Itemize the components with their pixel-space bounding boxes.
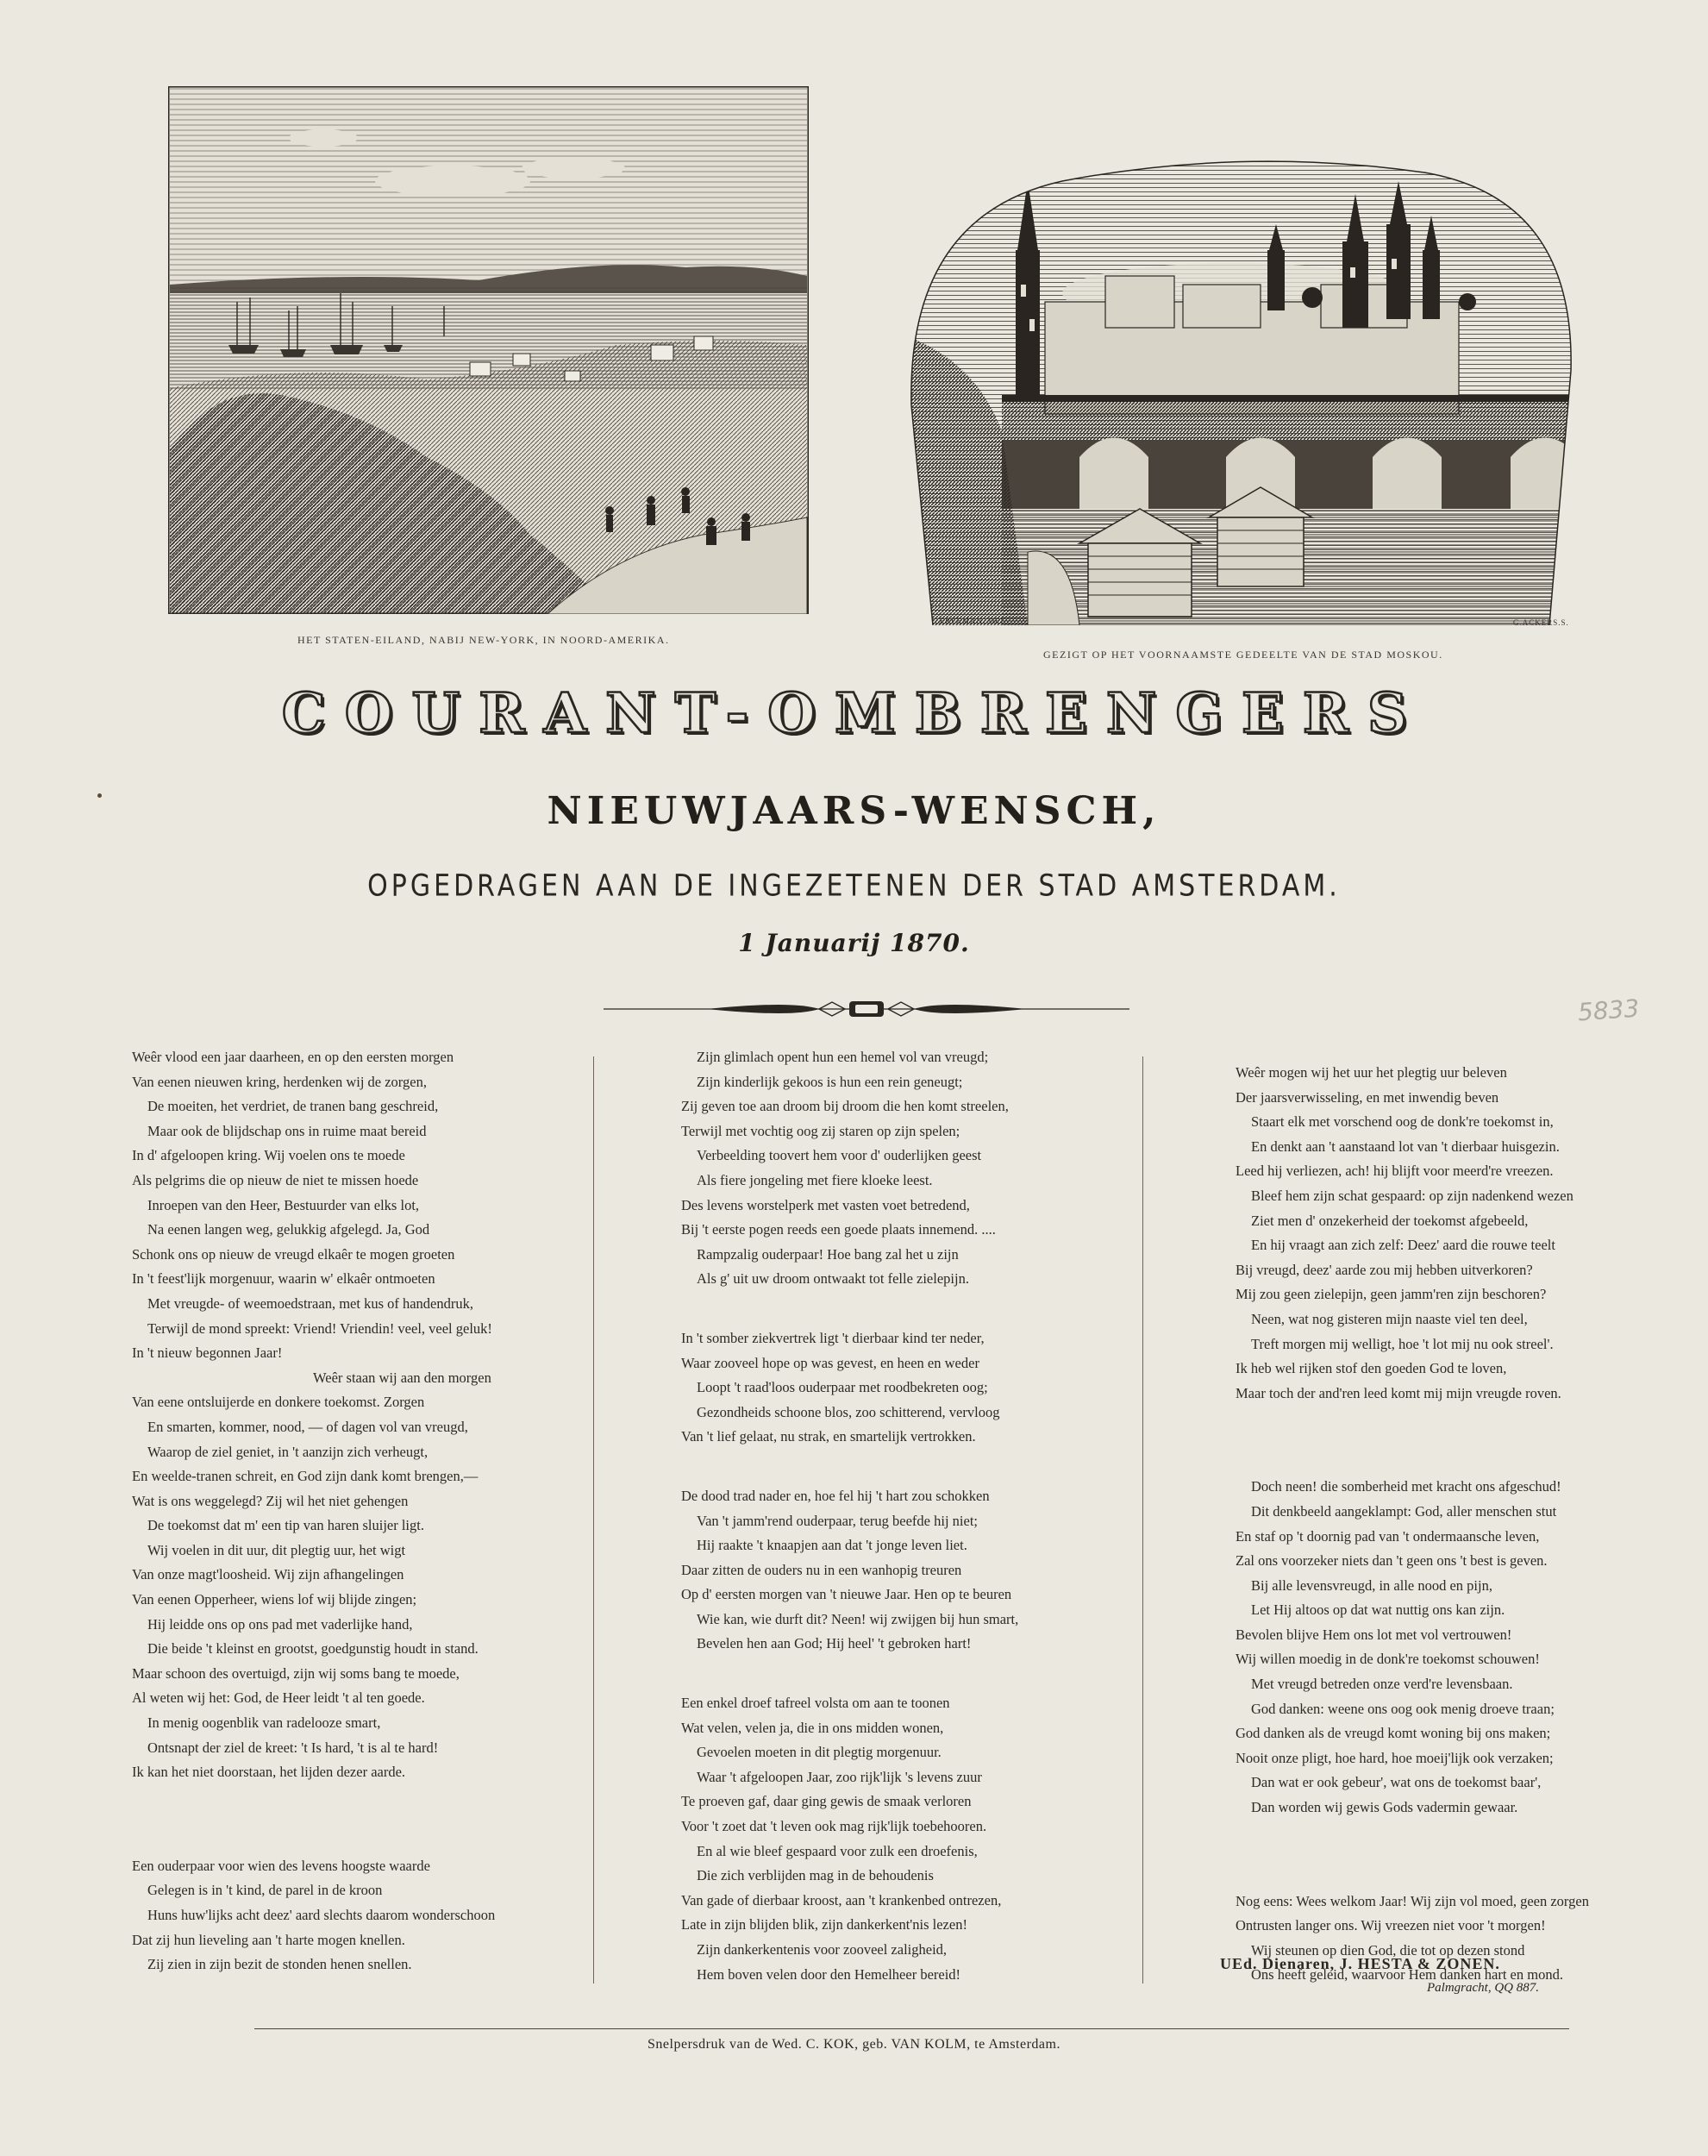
- caption-right: GEZIGT OP HET VOORNAAMSTE GEDEELTE VAN DE STAD MOSKOU.: [1043, 649, 1443, 661]
- poem-line: [1236, 1440, 1589, 1475]
- poem-line: Inroepen van den Heer, Bestuurder van elks lot,: [147, 1196, 420, 1213]
- title-dedication: OPGEDRAGEN AAN DE INGEZETENEN DER STAD AMSTERDAM.: [367, 868, 1341, 904]
- poem-line: Zijn glimlach opent hun een hemel vol van vreugd;: [697, 1049, 989, 1065]
- footer-rule: [254, 2028, 1569, 2029]
- poem-line: Hij leidde ons op ons pad met vaderlijke hand,: [147, 1615, 413, 1633]
- poem-line: [681, 1292, 1018, 1326]
- poem-line: Gevoelen moeten in dit plegtig morgenuur.: [697, 1744, 942, 1761]
- poem-line: In d' afgeloopen kring. Wij voelen ons te moede: [132, 1147, 405, 1164]
- engraving-staten-island: [168, 86, 809, 614]
- poem-column-right: [1236, 1061, 1589, 1988]
- poem-line: Die zich verblijden mag in de behoudenis: [697, 1867, 934, 1884]
- poem-line: Voor 't zoet dat 't leven ook mag rijk'lijk toebehooren.: [681, 1818, 987, 1835]
- poem-line: Huns huw'lijks acht deez' aard slechts daarom wonderschoon: [147, 1907, 496, 1923]
- poem-line: Nooit onze pligt, hoe hard, hoe moeij'lijk ook verzaken;: [1236, 1749, 1554, 1766]
- poem-line: Zij zien in zijn bezit de stonden henen snellen.: [147, 1956, 412, 1973]
- poem-line: De moeiten, het verdriet, de tranen bang geschreid,: [147, 1098, 439, 1115]
- poem-line: Een enkel droef tafreel volsta om aan te toonen: [681, 1695, 950, 1712]
- poem-line: Leed hij verliezen, ach! hij blijft voor meerd're vreezen.: [1236, 1163, 1554, 1180]
- poem-line: Terwijl de mond spreekt: Vriend! Vriendin! veel, veel geluk!: [147, 1319, 492, 1337]
- pencil-annotation: 5833: [1576, 993, 1641, 1027]
- poem-line: Maar ook de blijdschap ons in ruime maat bereid: [147, 1122, 427, 1139]
- poem-line: Ziet men d' onzekerheid der toekomst afgebeeld,: [1251, 1212, 1529, 1229]
- poem-line: Wij voelen in dit uur, dit plegtig uur, het wigt: [147, 1541, 406, 1558]
- poem-line: Zal ons voorzeker niets dan 't geen ons 't best is geven.: [1236, 1552, 1548, 1570]
- poem-line: Daar zitten de ouders nu in een wanhopig treuren: [681, 1561, 962, 1578]
- poem-line: [681, 1657, 1018, 1691]
- title-date: 1 Januarij 1870.: [738, 929, 970, 957]
- poem-line: [1236, 1855, 1589, 1890]
- poem-line: [132, 1785, 495, 1820]
- signature-address: Palmgracht, QQ 887.: [1427, 1981, 1539, 1995]
- poem-line: Weêr vlood een jaar daarheen, en op den eersten morgen: [132, 1049, 454, 1065]
- poem-line: Van 't lief gelaat, nu strak, en smartelijk vertrokken.: [681, 1428, 976, 1445]
- poem-line: Schonk ons op nieuw de vreugd elkaêr te mogen groeten: [132, 1245, 455, 1263]
- poem-line: Dit denkbeeld aangeklampt: God, aller menschen stut: [1251, 1502, 1557, 1520]
- poem-line: Ik kan het niet doorstaan, het lijden dezer aarde.: [132, 1764, 406, 1781]
- poem-column-left: [132, 1045, 495, 1977]
- poem-line: Bij vreugd, deez' aarde zou mij hebben uitverkoren?: [1236, 1261, 1533, 1278]
- poem-line: Bij alle levensvreugd, in alle nood en pijn,: [1251, 1576, 1492, 1594]
- title-main: COURANT-OMBRENGERS: [281, 681, 1427, 746]
- poem-line: Mij zou geen zielepijn, geen jamm'ren zijn beschoren?: [1236, 1286, 1547, 1303]
- poem-column-middle: [681, 1045, 1018, 1987]
- poem-line: Wij steunen op dien God, die tot op dezen stond: [1251, 1941, 1525, 1959]
- poem-line: [1236, 1406, 1589, 1440]
- poem-line: In 't somber ziekvertrek ligt 't dierbaar kind ter neder,: [681, 1329, 985, 1346]
- poem-line: Wat is ons weggelegd? Zij wil het niet gehengen: [132, 1492, 409, 1509]
- poem-line: Loopt 't raad'loos ouderpaar met roodbekreten oog;: [697, 1379, 988, 1396]
- poem-line: Bleef hem zijn schat gespaard: op zijn nadenkend wezen: [1251, 1187, 1573, 1204]
- poem-line: Neen, wat nog gisteren mijn naaste viel ten deel,: [1251, 1310, 1528, 1327]
- poem-line: In 't nieuw begonnen Jaar!: [132, 1344, 283, 1362]
- poem-line: Treft morgen mij welligt, hoe 't lot mij nu ook streel'.: [1251, 1335, 1554, 1352]
- poem-line: Bevelen hen aan God; Hij heel' 't gebroken hart!: [697, 1635, 972, 1652]
- poem-line: [681, 1450, 1018, 1484]
- poem-line: Wij willen moedig in de donk're toekomst schouwen!: [1236, 1651, 1540, 1668]
- engraving-moscow: [907, 147, 1575, 625]
- poem-line: Maar toch der and'ren leed komt mij mijn vreugde roven.: [1236, 1384, 1561, 1401]
- poem-line: Ontrusten langer ons. Wij vreezen niet voor 't morgen!: [1236, 1917, 1546, 1934]
- poem-line: Zij geven toe aan droom bij droom die hen komt streelen,: [681, 1098, 1009, 1115]
- poem-line: Waar zooveel hope op was gevest, en heen en weder: [681, 1354, 979, 1371]
- caption-left: HET STATEN-EILAND, NABIJ NEW-YORK, IN NOORD-AMERIKA.: [297, 634, 670, 646]
- poem-line: En hij vraagt aan zich zelf: Deez' aard die rouwe teelt: [1251, 1237, 1555, 1254]
- signature-publisher: UEd. Dienaren, J. HESTA & ZONEN.: [1220, 1955, 1500, 1972]
- poem-line: Ons heeft geleid, waarvoor Hem danken hart en mond.: [1251, 1966, 1563, 1984]
- title-sub: NIEUWJAARS-WENSCH,: [547, 789, 1161, 833]
- poem-line: Als g' uit uw droom ontwaakt tot felle zielepijn.: [697, 1270, 969, 1288]
- poem-line: Let Hij altoos op dat wat nuttig ons kan zijn.: [1251, 1601, 1505, 1619]
- poem-line: De dood trad nader en, hoe fel hij 't hart zou schokken: [681, 1487, 990, 1504]
- poem-line: Van onze magt'loosheid. Wij zijn afhangelingen: [132, 1566, 404, 1583]
- poem-line: In menig oogenblik van radelooze smart,: [147, 1714, 381, 1732]
- poem-line: Te proeven gaf, daar ging gewis de smaak verloren: [681, 1793, 972, 1810]
- poem-line: Hij raakte 't knaapjen aan dat 't jonge leven liet.: [697, 1537, 967, 1554]
- poem-line: Van eenen Opperheer, wiens lof wij blijde zingen;: [132, 1591, 417, 1608]
- poem-line: Gelegen is in 't kind, de parel in de kroon: [147, 1882, 383, 1899]
- poem-line: Late in zijn blijden blik, zijn dankerkent'nis lezen!: [681, 1916, 967, 1934]
- poem-line: Dan wat er ook gebeur', wat ons de toekomst baar',: [1251, 1774, 1542, 1791]
- poem-line: Ontsnapt der ziel de kreet: 't Is hard, 't is al te hard!: [147, 1739, 439, 1756]
- poem-line: En al wie bleef gespaard voor zulk een droefenis,: [697, 1842, 978, 1859]
- poem-line: [132, 1820, 495, 1854]
- poem-line: Staart elk met vorschend oog de donk're toekomst in,: [1251, 1113, 1554, 1131]
- poem-line: Gezondheids schoone blos, zoo schitterend, vervloog: [697, 1403, 1000, 1420]
- poem-line: Maar schoon des overtuigd, zijn wij soms bang te moede,: [132, 1664, 460, 1682]
- printer-imprint: Snelpersdruk van de Wed. C. KOK, geb. VAN KOLM, te Amsterdam.: [648, 2037, 1060, 2052]
- poem-line: Van eenen nieuwen kring, herdenken wij de zorgen,: [132, 1073, 427, 1090]
- poem-line: God danken: weene ons oog ook menig droeve traan;: [1251, 1700, 1555, 1717]
- column-divider-right: [1142, 1056, 1143, 1984]
- poem-line: Weêr staan wij aan den morgen: [313, 1369, 491, 1386]
- poem-line: Waarop de ziel geniet, in 't aanzijn zich verheugt,: [147, 1443, 429, 1460]
- ornament-divider: [604, 992, 1129, 1030]
- column-divider-left: [593, 1056, 594, 1984]
- poem-line: Zijn dankerkentenis voor zooveel zaligheid,: [697, 1941, 948, 1958]
- poem-line: Van gade of dierbaar kroost, aan 't krankenbed ontrezen,: [681, 1891, 1002, 1908]
- poem-line: En smarten, kommer, nood, — of dagen vol van vreugd,: [147, 1418, 468, 1435]
- poem-line: [1236, 1821, 1589, 1855]
- poem-line: Verbeelding toovert hem voor d' ouderlijken geest: [697, 1147, 982, 1164]
- poem-line: Dat zij hun lieveling aan 't harte mogen knellen.: [132, 1931, 405, 1948]
- poem-line: Dan worden wij gewis Gods vadermin gewaar.: [1251, 1799, 1518, 1816]
- poem-line: Rampzalig ouderpaar! Hoe bang zal het u zijn: [697, 1245, 959, 1263]
- poem-line: In 't feest'lijk morgenuur, waarin w' elkaêr ontmoeten: [132, 1270, 435, 1288]
- poem-line: Na eenen langen weg, gelukkig afgelegd. Ja, God: [147, 1221, 430, 1238]
- poem-line: God danken als de vreugd komt woning bij ons maken;: [1236, 1725, 1551, 1742]
- poem-line: Op d' eersten morgen van 't nieuwe Jaar. Hen op te beuren: [681, 1586, 1012, 1603]
- poem-line: Als fiere jongeling met fiere kloeke leest.: [697, 1171, 933, 1188]
- poem-line: Der jaarsverwisseling, en met inwendig beven: [1236, 1088, 1499, 1106]
- poem-line: Van eene ontsluijerde en donkere toekomst. Zorgen: [132, 1394, 425, 1411]
- poem-line: En denkt aan 't aanstaand lot van 't dierbaar huisgezin.: [1251, 1138, 1560, 1155]
- poem-line: Een ouderpaar voor wien des levens hoogste waarde: [132, 1857, 430, 1874]
- poem-line: Doch neen! die somberheid met kracht ons afgeschud!: [1251, 1478, 1561, 1495]
- poem-line: Ik heb wel rijken stof den goeden God te loven,: [1236, 1360, 1507, 1377]
- poem-line: Met vreugd betreden onze verd're levensbaan.: [1251, 1676, 1513, 1693]
- poem-line: Des levens worstelperk met vasten voet betredend,: [681, 1196, 970, 1213]
- paper-speck: [97, 793, 102, 798]
- poem-line: Wat velen, velen ja, die in ons midden wonen,: [681, 1719, 944, 1736]
- credit-engraver: G.ACKERS.S.: [1513, 618, 1569, 627]
- credit-draughtsman: FREEMAN. DEL.: [940, 617, 1010, 625]
- poem-line: En weelde-tranen schreit, en God zijn dank komt brengen,—: [132, 1468, 479, 1485]
- poem-line: En staf op 't doornig pad van 't ondermaansche leven,: [1236, 1527, 1540, 1545]
- poem-line: Hem boven velen door den Hemelheer bereid!: [697, 1965, 961, 1983]
- poem-line: Bevolen blijve Hem ons lot met vol vertrouwen!: [1236, 1626, 1512, 1643]
- poem-line: Waar 't afgeloopen Jaar, zoo rijk'lijk 's levens zuur: [697, 1768, 982, 1785]
- poem-line: Die beide 't kleinst en grootst, goedgunstig houdt in stand.: [147, 1640, 479, 1658]
- poem-line: Met vreugde- of weemoedstraan, met kus of handendruk,: [147, 1294, 474, 1312]
- poem-line: Van 't jamm'rend ouderpaar, terug beefde hij niet;: [697, 1512, 978, 1529]
- poem-line: De toekomst dat m' een tip van haren sluijer ligt.: [147, 1517, 424, 1534]
- poem-line: Al weten wij het: God, de Heer leidt 't al ten goede.: [132, 1689, 425, 1707]
- poem-line: Bij 't eerste pogen reeds een goede plaats innemend. ....: [681, 1221, 996, 1238]
- poem-line: Nog eens: Wees welkom Jaar! Wij zijn vol moed, geen zorgen: [1236, 1892, 1589, 1909]
- poem-line: Terwijl met vochtig oog zij staren op zijn spelen;: [681, 1122, 960, 1139]
- poem-line: Weêr mogen wij het uur het plegtig uur beleven: [1236, 1064, 1507, 1081]
- poem-line: Wie kan, wie durft dit? Neen! wij zwijgen bij hun smart,: [697, 1610, 1019, 1627]
- poem-line: Als pelgrims die op nieuw de niet te missen hoede: [132, 1171, 419, 1188]
- poem-line: Zijn kinderlijk gekoos is hun een rein geneugt;: [697, 1073, 963, 1090]
